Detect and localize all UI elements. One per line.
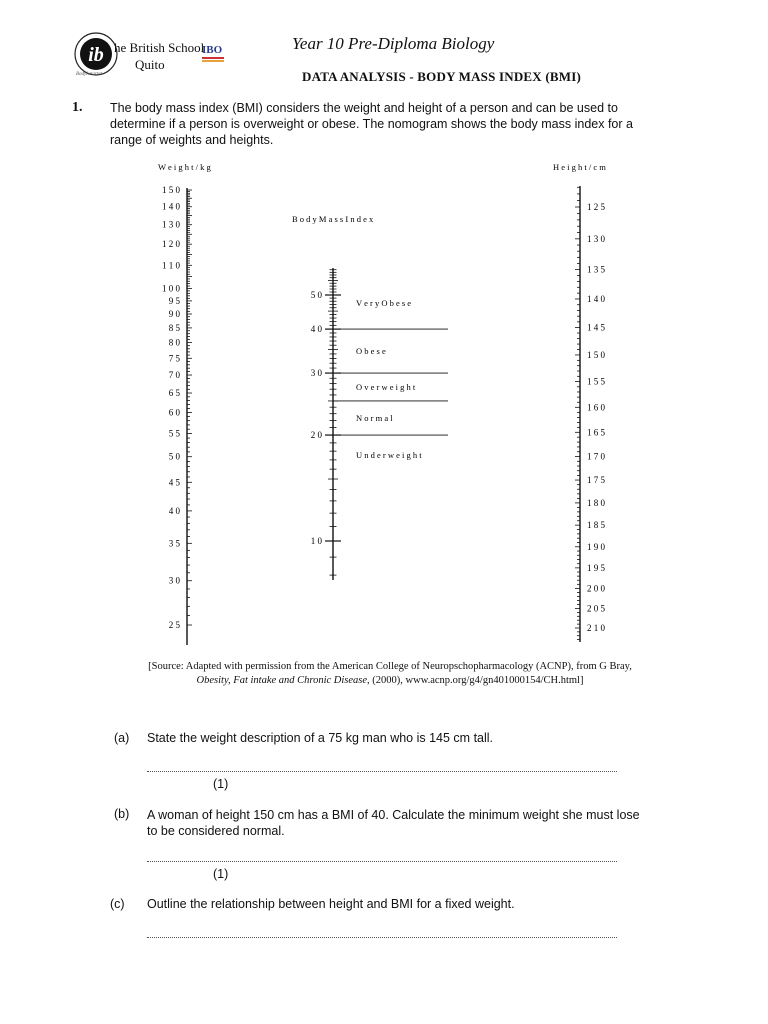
height-axis <box>553 162 606 642</box>
bmi-tick-label: 4 0 <box>310 324 322 335</box>
logo-tagline: Bodyhetarter <box>76 72 103 77</box>
part-a-question: State the weight description of a 75 kg man who is 145 cm tall. <box>147 731 494 745</box>
source-book-title: Obesity, Fat intake and Chronic Disease <box>196 675 368 686</box>
height-tick-label: 1 5 5 <box>587 376 605 387</box>
question-number: 1. <box>72 100 83 115</box>
source-line-2 <box>100 674 680 688</box>
ibo-text: IBO <box>202 44 223 56</box>
height-tick-label: 2 1 0 <box>587 623 605 633</box>
height-axis-label: H e i g h t / c m <box>553 162 606 172</box>
weight-tick-label: 5 0 <box>168 451 180 462</box>
weight-tick-label: 1 1 0 <box>162 260 180 271</box>
part-b-question: A woman of height 150 cm has a BMI of 40. Calculate the minimum weight she must lose to be considered normal. <box>147 808 640 838</box>
bmi-category-label: V e r y O b e s e <box>356 298 412 309</box>
svg-text:ib: ib <box>88 44 104 66</box>
source-line-1: [Source: Adapted with permission from the American College of Neuropschopharmacology (ACNP), from G Bray, <box>148 661 632 672</box>
weight-tick-label: 1 5 0 <box>162 185 180 195</box>
part-c-label: (c) <box>110 897 125 911</box>
weight-tick-label: 7 5 <box>168 353 180 364</box>
weight-tick-label: 7 0 <box>168 370 180 381</box>
course-title: Year 10 Pre-Diploma Biology <box>292 34 495 53</box>
height-tick-label: 2 0 0 <box>587 583 605 594</box>
bmi-tick-label: 1 0 <box>310 536 322 546</box>
logo-city: Quito <box>135 57 165 72</box>
bmi-category-label: U n d e r w e i g h t <box>356 450 422 461</box>
height-tick-label: 1 9 5 <box>587 562 605 573</box>
height-tick-label: 1 5 0 <box>587 349 605 360</box>
part-b-label: (b) <box>114 807 130 821</box>
height-tick-label: 1 9 0 <box>587 541 605 552</box>
part-b-answer-line[interactable] <box>147 861 617 862</box>
weight-tick-label: 1 2 0 <box>162 239 180 250</box>
weight-axis <box>158 162 211 645</box>
worksheet-title: DATA ANALYSIS - BODY MASS INDEX (BMI) <box>302 69 581 84</box>
height-tick-label: 1 7 5 <box>587 475 605 486</box>
bmi-tick-label: 2 0 <box>310 430 322 441</box>
source-details: , (2000), www.acnp.org/g4/gn401000154/CH.html] <box>367 675 584 686</box>
weight-tick-label: 4 0 <box>168 505 180 516</box>
weight-tick-label: 3 0 <box>168 575 180 586</box>
part-c-question: Outline the relationship between height and BMI for a fixed weight. <box>147 897 515 911</box>
weight-tick-label: 1 4 0 <box>162 201 180 212</box>
weight-tick-label: 6 0 <box>168 407 180 418</box>
height-tick-label: 1 7 0 <box>587 451 605 462</box>
bmi-tick-label: 3 0 <box>310 368 322 379</box>
weight-tick-label: 3 5 <box>168 538 180 549</box>
part-a-answer-line[interactable] <box>147 771 617 772</box>
weight-tick-label: 4 5 <box>168 477 180 488</box>
height-tick-label: 1 2 5 <box>587 202 605 212</box>
bmi-tick-label: 5 0 <box>310 290 322 300</box>
height-tick-label: 1 3 5 <box>587 264 605 275</box>
weight-tick-label: 1 3 0 <box>162 219 180 230</box>
weight-tick-label: 1 0 0 <box>162 283 180 294</box>
height-tick-label: 1 6 5 <box>587 427 605 438</box>
weight-axis-label: W e i g h t / k g <box>158 162 211 172</box>
height-tick-label: 1 6 0 <box>587 402 605 413</box>
question-intro: The body mass index (BMI) considers the weight and height of a person and can be used to determine if a person is overweight or obese. The nomogram shows the body mass index for a range of weights and heights. <box>110 101 633 147</box>
bmi-axis <box>292 214 448 580</box>
bmi-category-label: N o r m a l <box>356 413 393 423</box>
logo-school-name: he British School <box>114 40 205 55</box>
part-a-marks: (1) <box>213 777 229 791</box>
weight-tick-label: 8 0 <box>168 337 180 348</box>
height-tick-label: 1 3 0 <box>587 233 605 244</box>
bmi-category-label: O b e s e <box>356 346 386 357</box>
bmi-category-label: O v e r w e i g h t <box>356 382 416 393</box>
height-tick-label: 1 4 5 <box>587 322 605 333</box>
weight-tick-label: 8 5 <box>168 322 180 333</box>
weight-tick-label: 2 5 <box>168 620 180 630</box>
weight-tick-label: 9 5 <box>168 295 180 306</box>
weight-tick-label: 6 5 <box>168 388 180 399</box>
part-b-marks: (1) <box>213 867 229 881</box>
source-citation <box>100 660 680 688</box>
height-tick-label: 1 4 0 <box>587 293 605 304</box>
part-a-label: (a) <box>114 731 130 745</box>
part-c-answer-line[interactable] <box>147 937 617 938</box>
height-tick-label: 1 8 5 <box>587 520 605 531</box>
weight-tick-label: 5 5 <box>168 428 180 439</box>
weight-tick-label: 9 0 <box>168 309 180 320</box>
bmi-axis-label: B o d y M a s s I n d e x <box>292 214 374 224</box>
height-tick-label: 1 8 0 <box>587 497 605 508</box>
height-tick-label: 2 0 5 <box>587 603 605 614</box>
